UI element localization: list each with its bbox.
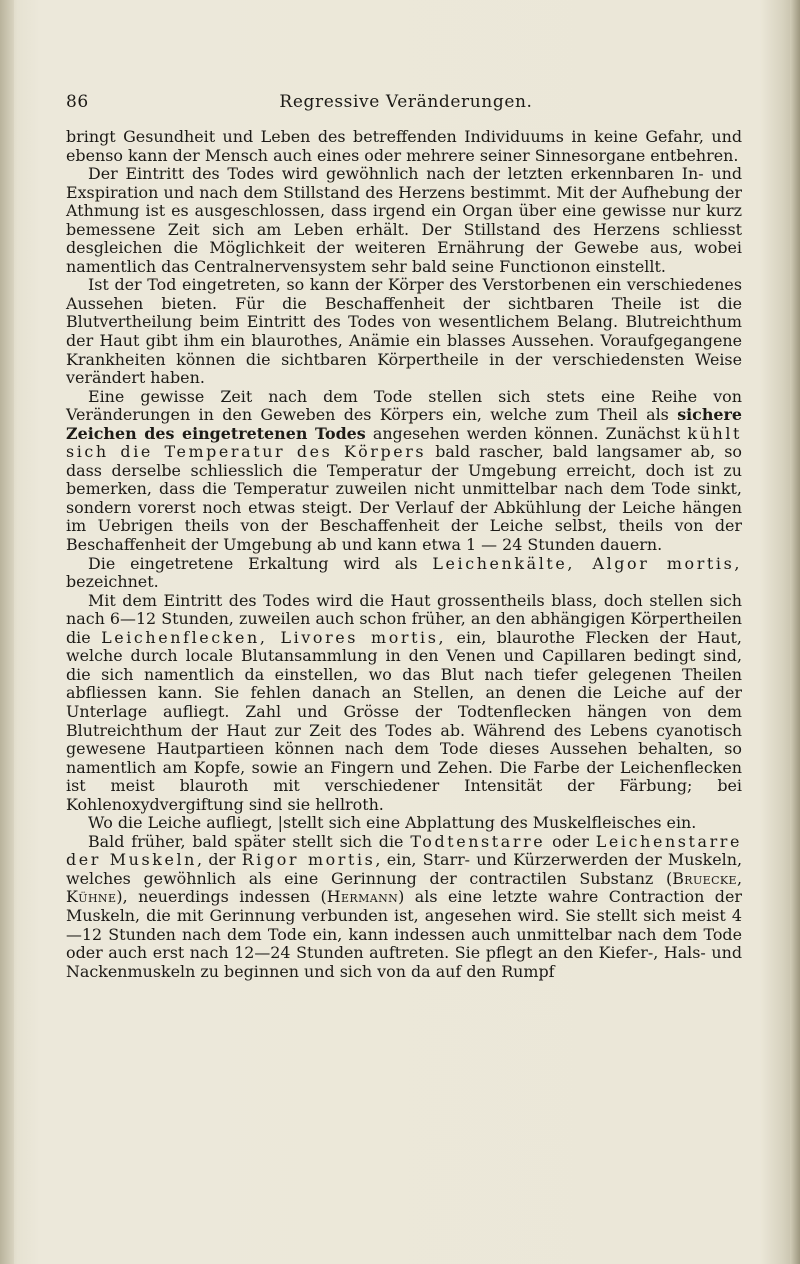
text-run: bald rascher, bald langsamer ab, so dass derselbe schliesslich die Temperatur der Umgebung erreicht, doch ist zu bemerken, dass die Temperatur zuweilen nicht unmittelbar nach dem Tode sinkt, sondern vorerst noch etwas steigt. Der Verlauf der Abkühlung der Leiche hängen im Uebrigen theils von der Beschaffenheit der Leiche selbst, theils von der Beschaffenheit der Umgebung ab und kann etwa 1 — 24 Stunden dauern. [66,442,742,555]
paragraph [66,388,742,555]
bold-phrase: sichere Zeichen des eingetretenen Todes [66,405,742,443]
spaced-term: Leichenkälte, Algor mortis, [432,553,742,573]
text-run: , der [197,850,242,870]
text-run: , [736,868,742,888]
author-name: Hermann [326,887,399,907]
page-edge [790,0,800,1264]
page-gutter-shadow [0,0,14,1264]
text-run: ein, blaurothe Flecken der Haut, welche durch locale Blutansammlung in den Venen und Capillaren bedingt sind, die sich namentlich da einstellen, wo das Blut nach tiefer gelegenen Theilen abfliessen kann. Sie fehlen danach an Stellen, an denen die Leiche auf der Unterlage aufliegt. Zahl und Grösse der Todtenflecken hängen von dem Blutreichthum der Haut zur Zeit des Todes ab. Während des Lebens cyanotisch gewesene Hautpartieen können nach dem Tode dieses Aussehen behalten, so namentlich am Kopfe, sowie an Fingern und Zehen. Die Farbe der Leichenflecken ist meist blauroth mit verschiedener Intensität der Färbung; bei Kohlenoxydvergiftung sind sie hellroth. [66,627,742,814]
paragraph [66,555,742,592]
spaced-term: Rigor mortis [241,850,376,870]
text-run: ) als eine letzte wahre Contraction der Muskeln, die mit Gerinnung verbunden ist, angesehen wird. Sie stellt sich meist 4—12 Stunden nach dem Tode ein, kann indessen auch unmittelbar nach dem Tode oder auch erst nach 12—24 Stunden auftreten. Sie pflegt an den Kiefer-, Hals- und Nackenmuskeln zu beginnen und sich von da auf den Rumpf [66,887,742,981]
text-run: Mit dem Eintritt des Todes wird die Haut grossentheils blass, doch stellen sich nach 6—12 Stunden, zuweilen auch schon früher, an den abhängigen Körpertheilen die [66,590,742,647]
body-text [66,128,742,981]
text-run: Die eingetretene Erkaltung wird als [88,553,433,573]
paragraph [66,833,742,981]
text-run: Bald früher, bald später stellt sich die [88,831,411,851]
paragraph: bringt Gesundheit und Leben des betreffenden Individuums in keine Gefahr, und ebenso kann der Mensch auch eines oder mehrere seiner Sinnesorgane entbehren. [66,127,742,165]
page-number: 86 [66,92,89,112]
paragraph: Wo die Leiche aufliegt, |stellt sich eine Abplattung des Muskelfleisches ein. [88,813,697,833]
paragraph [66,592,742,815]
author-name: Bruecke [672,868,737,888]
text-run: , ein, Starr- und Kürzerwerden der Muskeln, welches gewöhnlich als eine Gerinnung der contractilen Substanz ( [66,850,742,888]
running-title: Regressive Veränderungen. [279,92,533,112]
author-name: Kühne [66,887,117,907]
text-run: oder [545,831,596,851]
paragraph: Der Eintritt des Todes wird gewöhnlich nach der letzten erkennbaren In- und Exspiration und nach dem Stillstand des Herzens bestimmt. Mit der Aufhebung der Athmung ist es ausgeschlossen, dass irgend ein Organ über eine gewisse nur kurz bemessene Zeit sich am Leben erhält. Der Stillstand des Herzens schliesst desgleichen die Möglichkeit der weiteren Ernährung der Gewebe aus, wobei namentlich das Centralnervensystem sehr bald seine Functionon einstellt. [66,164,742,276]
spaced-phrase: kühlt sich die Temperatur des Körpers [66,423,742,462]
text-run: Eine gewisse Zeit nach dem Tode stellen sich stets eine Reihe von Veränderungen in den Geweben des Körpers ein, welche zum Theil als [66,386,742,425]
text-run: angesehen werden können. Zunächst [365,423,688,443]
spaced-term: Leichenstarre der Muskeln [66,831,742,870]
spaced-term: Leichenflecken, Livores mortis, [101,627,447,647]
spaced-term: Todtenstarre [410,831,546,851]
page-header [66,92,746,118]
paragraph: Ist der Tod eingetreten, so kann der Körper des Verstorbenen ein verschiedenes Aussehen bieten. Für die Beschaffenheit der sichtbaren Theile ist die Blutvertheilung beim Eintritt des Todes von wesentlichem Belang. Blutreichthum der Haut gibt ihm ein blaurothes, Anämie ein blasses Aussehen. Voraufgegangene Krankheiten können die sichtbaren Körpertheile in der verschiedensten Weise verändert haben. [66,275,742,388]
text-run: ), neuerdings indessen ( [116,887,327,907]
text-run: bezeichnet. [66,572,159,592]
